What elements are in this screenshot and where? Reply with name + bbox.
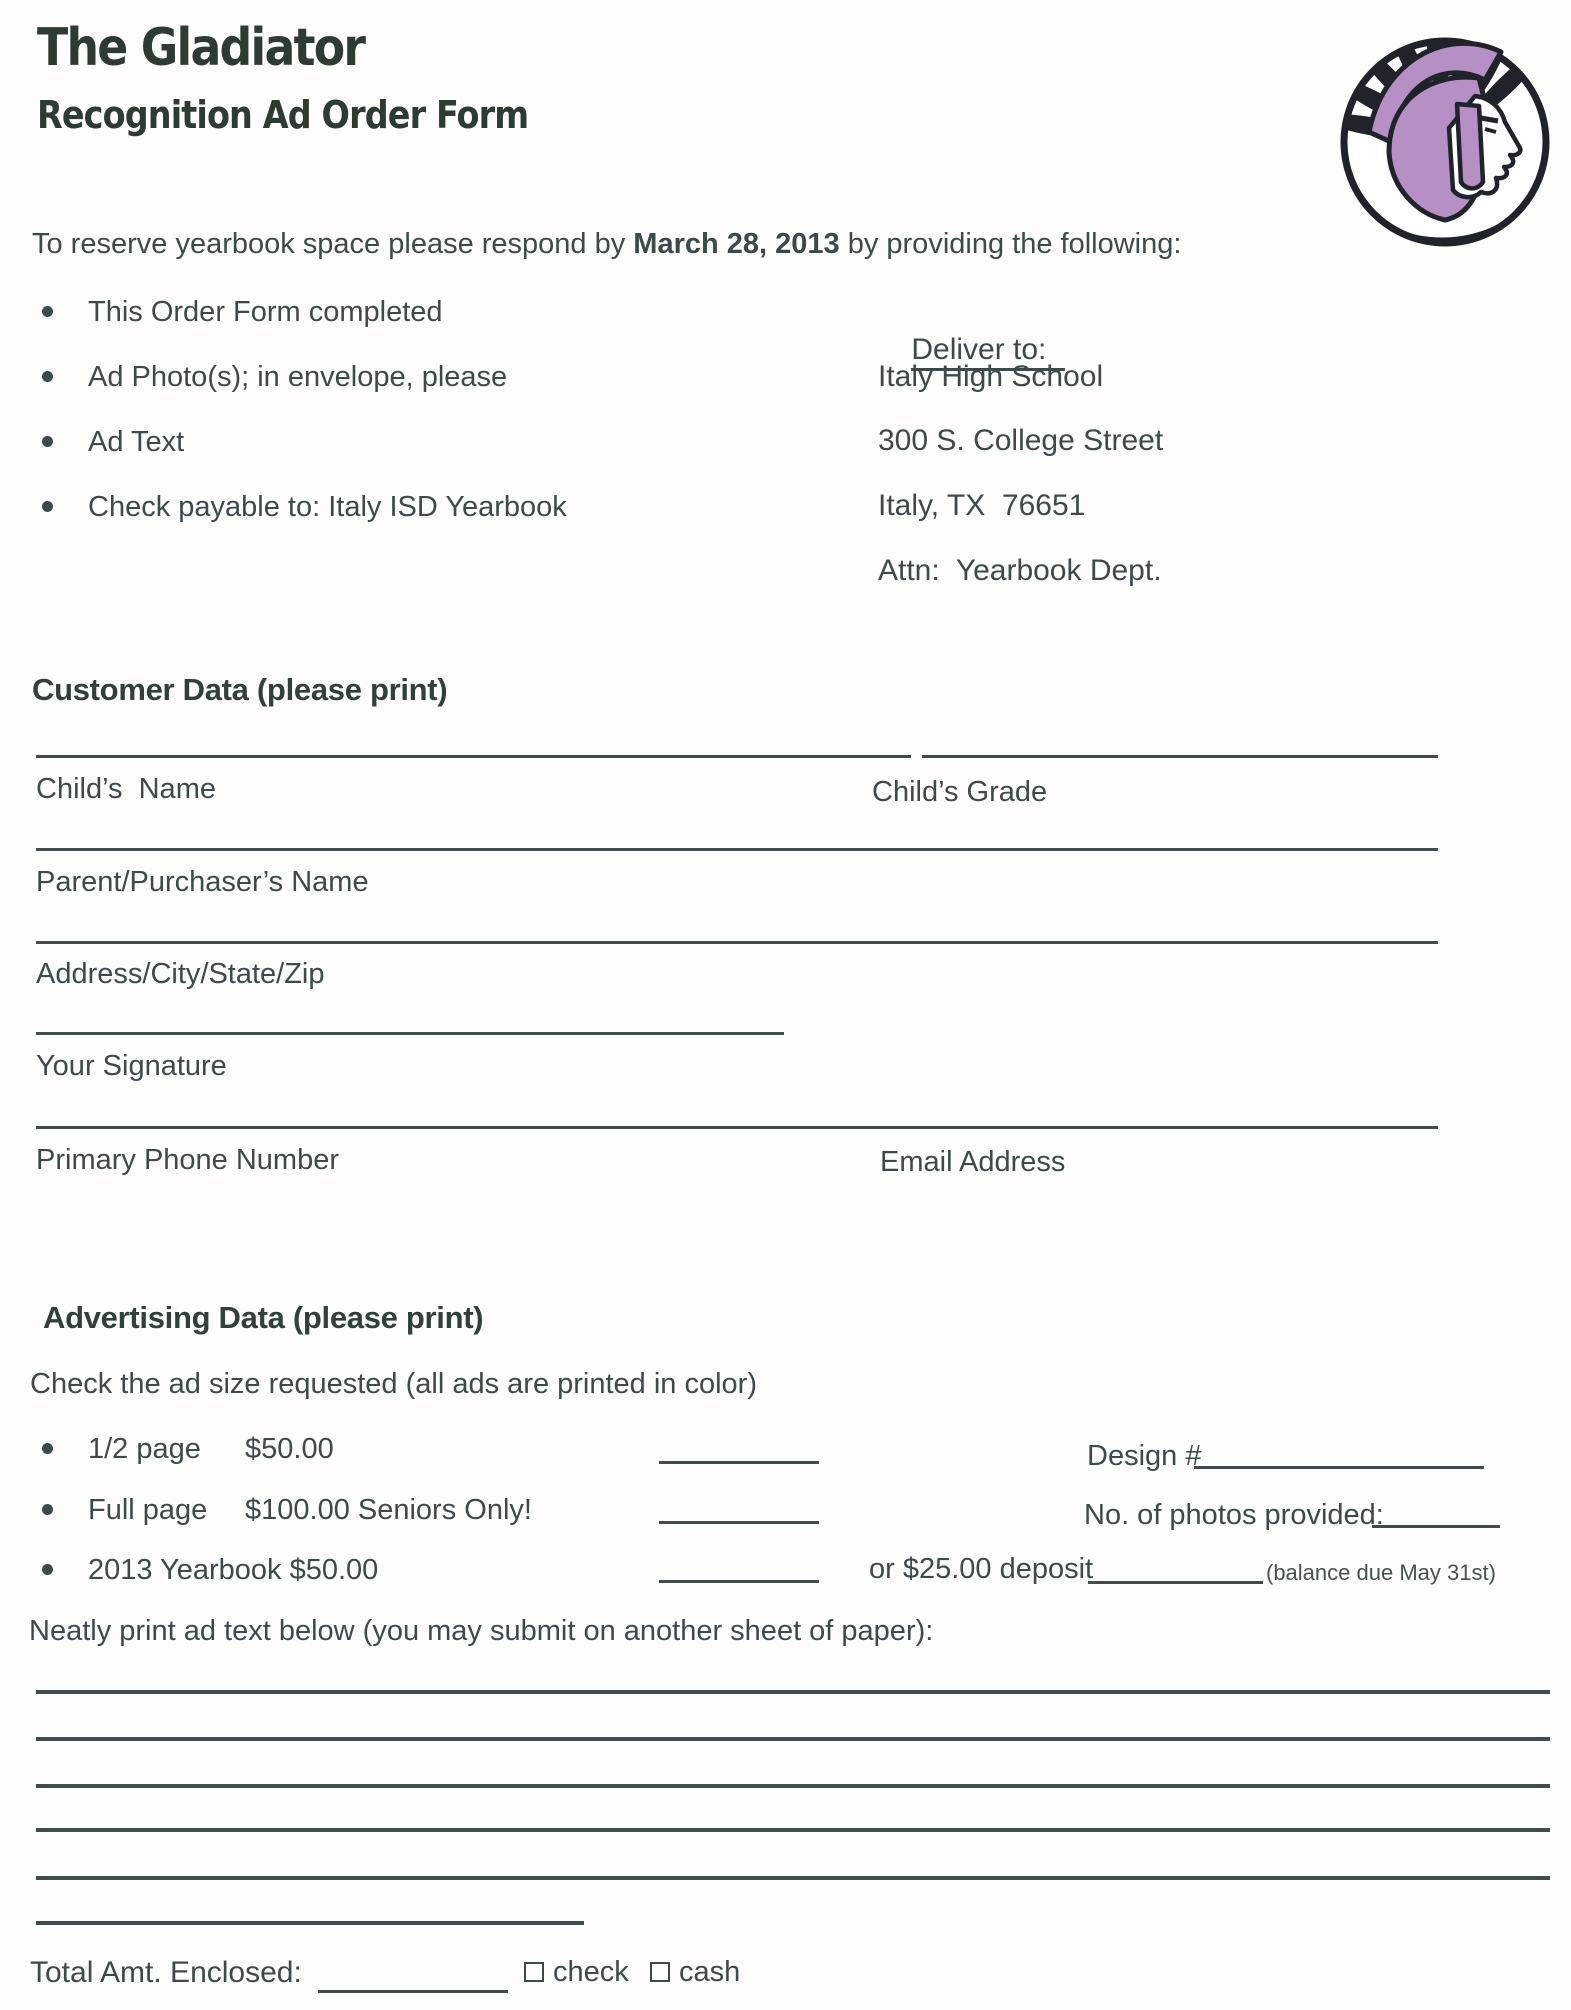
ad-option-half-page bbox=[42, 1433, 334, 1466]
deliver-to-heading: Deliver to: bbox=[878, 298, 1065, 402]
ad-text-line-4 bbox=[36, 1828, 1550, 1832]
ad-option-price: $50.00 bbox=[245, 1433, 334, 1465]
total-enclosed-label: Total Amt. Enclosed: bbox=[30, 1956, 302, 1989]
cash-option-label: cash bbox=[679, 1956, 741, 1988]
page-title: The Gladiator bbox=[37, 18, 365, 78]
bullet-icon bbox=[42, 436, 53, 447]
deliver-to-line: Attn: Yearbook Dept. bbox=[878, 554, 1162, 587]
checklist-item-label: Ad Text bbox=[88, 426, 185, 458]
design-number-line bbox=[1194, 1466, 1484, 1469]
signature-field-line bbox=[36, 1032, 784, 1035]
advertising-data-heading: Advertising Data (please print) bbox=[43, 1300, 484, 1335]
ad-option-price: $100.00 Seniors Only! bbox=[245, 1494, 532, 1526]
ad-text-line-5 bbox=[36, 1876, 1550, 1880]
ad-option-full-page bbox=[42, 1494, 532, 1527]
ad-option-size: Full page bbox=[88, 1494, 208, 1526]
intro-text-after: by providing the following: bbox=[839, 228, 1182, 260]
check-option-label: check bbox=[553, 1956, 629, 1988]
bullet-icon bbox=[42, 371, 53, 382]
bullet-icon bbox=[42, 1443, 53, 1454]
customer-data-heading: Customer Data (please print) bbox=[32, 672, 448, 707]
deposit-amount-line bbox=[1088, 1581, 1263, 1584]
child-name-label: Child’s Name bbox=[36, 773, 216, 805]
ad-text-line-3 bbox=[36, 1784, 1550, 1788]
ad-option-size: 2013 Yearbook $50.00 bbox=[88, 1554, 379, 1586]
half-page-select-line bbox=[659, 1461, 819, 1464]
checklist-item-label: Ad Photo(s); in envelope, please bbox=[88, 361, 508, 393]
intro-text-before: To reserve yearbook space please respond by bbox=[32, 228, 634, 260]
phone-email-field-line bbox=[36, 1126, 1438, 1129]
ad-option-yearbook bbox=[42, 1554, 378, 1587]
check-checkbox bbox=[524, 1962, 544, 1982]
child-name-field-line bbox=[36, 755, 911, 758]
deposit-label: or $25.00 deposit bbox=[869, 1553, 1094, 1585]
intro-sentence bbox=[32, 228, 1332, 261]
child-grade-label: Child’s Grade bbox=[872, 776, 1048, 808]
gladiator-mascot-logo bbox=[1333, 12, 1561, 264]
checklist-item bbox=[42, 296, 443, 329]
deposit-balance-note: (balance due May 31st) bbox=[1266, 1560, 1496, 1585]
cheek-guard bbox=[1457, 104, 1483, 188]
page-subtitle: Recognition Ad Order Form bbox=[37, 93, 529, 137]
design-number-label: Design # bbox=[1087, 1440, 1202, 1472]
total-enclosed-line bbox=[318, 1990, 508, 1993]
ad-option-size: 1/2 page bbox=[88, 1433, 201, 1465]
ad-size-instruction: Check the ad size requested (all ads are printed in color) bbox=[30, 1368, 757, 1400]
checklist-item bbox=[42, 361, 507, 394]
signature-label: Your Signature bbox=[36, 1050, 227, 1082]
checklist-item-label: Check payable to: Italy ISD Yearbook bbox=[88, 491, 567, 523]
cash-checkbox bbox=[650, 1962, 670, 1982]
bullet-icon bbox=[42, 1504, 53, 1515]
ad-text-instruction: Neatly print ad text below (you may submit on another sheet of paper): bbox=[29, 1615, 934, 1647]
ad-text-line-2 bbox=[36, 1737, 1550, 1741]
checklist-item-label: This Order Form completed bbox=[88, 296, 443, 328]
checklist-item bbox=[42, 426, 184, 459]
photos-provided-line bbox=[1372, 1525, 1500, 1528]
child-grade-field-line bbox=[922, 755, 1438, 758]
checklist-item bbox=[42, 491, 567, 524]
yearbook-select-line bbox=[659, 1580, 819, 1583]
parent-name-label: Parent/Purchaser’s Name bbox=[36, 866, 369, 898]
bullet-icon bbox=[42, 306, 53, 317]
bullet-icon bbox=[42, 1564, 53, 1575]
ad-text-line-1 bbox=[36, 1690, 1550, 1694]
photos-provided-label: No. of photos provided: bbox=[1084, 1499, 1384, 1531]
full-page-select-line bbox=[659, 1521, 819, 1524]
deliver-to-line: 300 S. College Street bbox=[878, 424, 1164, 457]
address-field-line bbox=[36, 941, 1438, 944]
deliver-to-line: Italy, TX 76651 bbox=[878, 489, 1086, 522]
email-label: Email Address bbox=[880, 1146, 1066, 1178]
brow bbox=[1481, 118, 1498, 121]
phone-label: Primary Phone Number bbox=[36, 1144, 339, 1176]
bullet-icon bbox=[42, 501, 53, 512]
parent-name-field-line bbox=[36, 848, 1438, 851]
address-label: Address/City/State/Zip bbox=[36, 958, 325, 990]
deadline-date: March 28, 2013 bbox=[633, 228, 840, 260]
deliver-to-line: Italy High School bbox=[878, 360, 1104, 393]
ad-text-line-6 bbox=[36, 1921, 584, 1925]
